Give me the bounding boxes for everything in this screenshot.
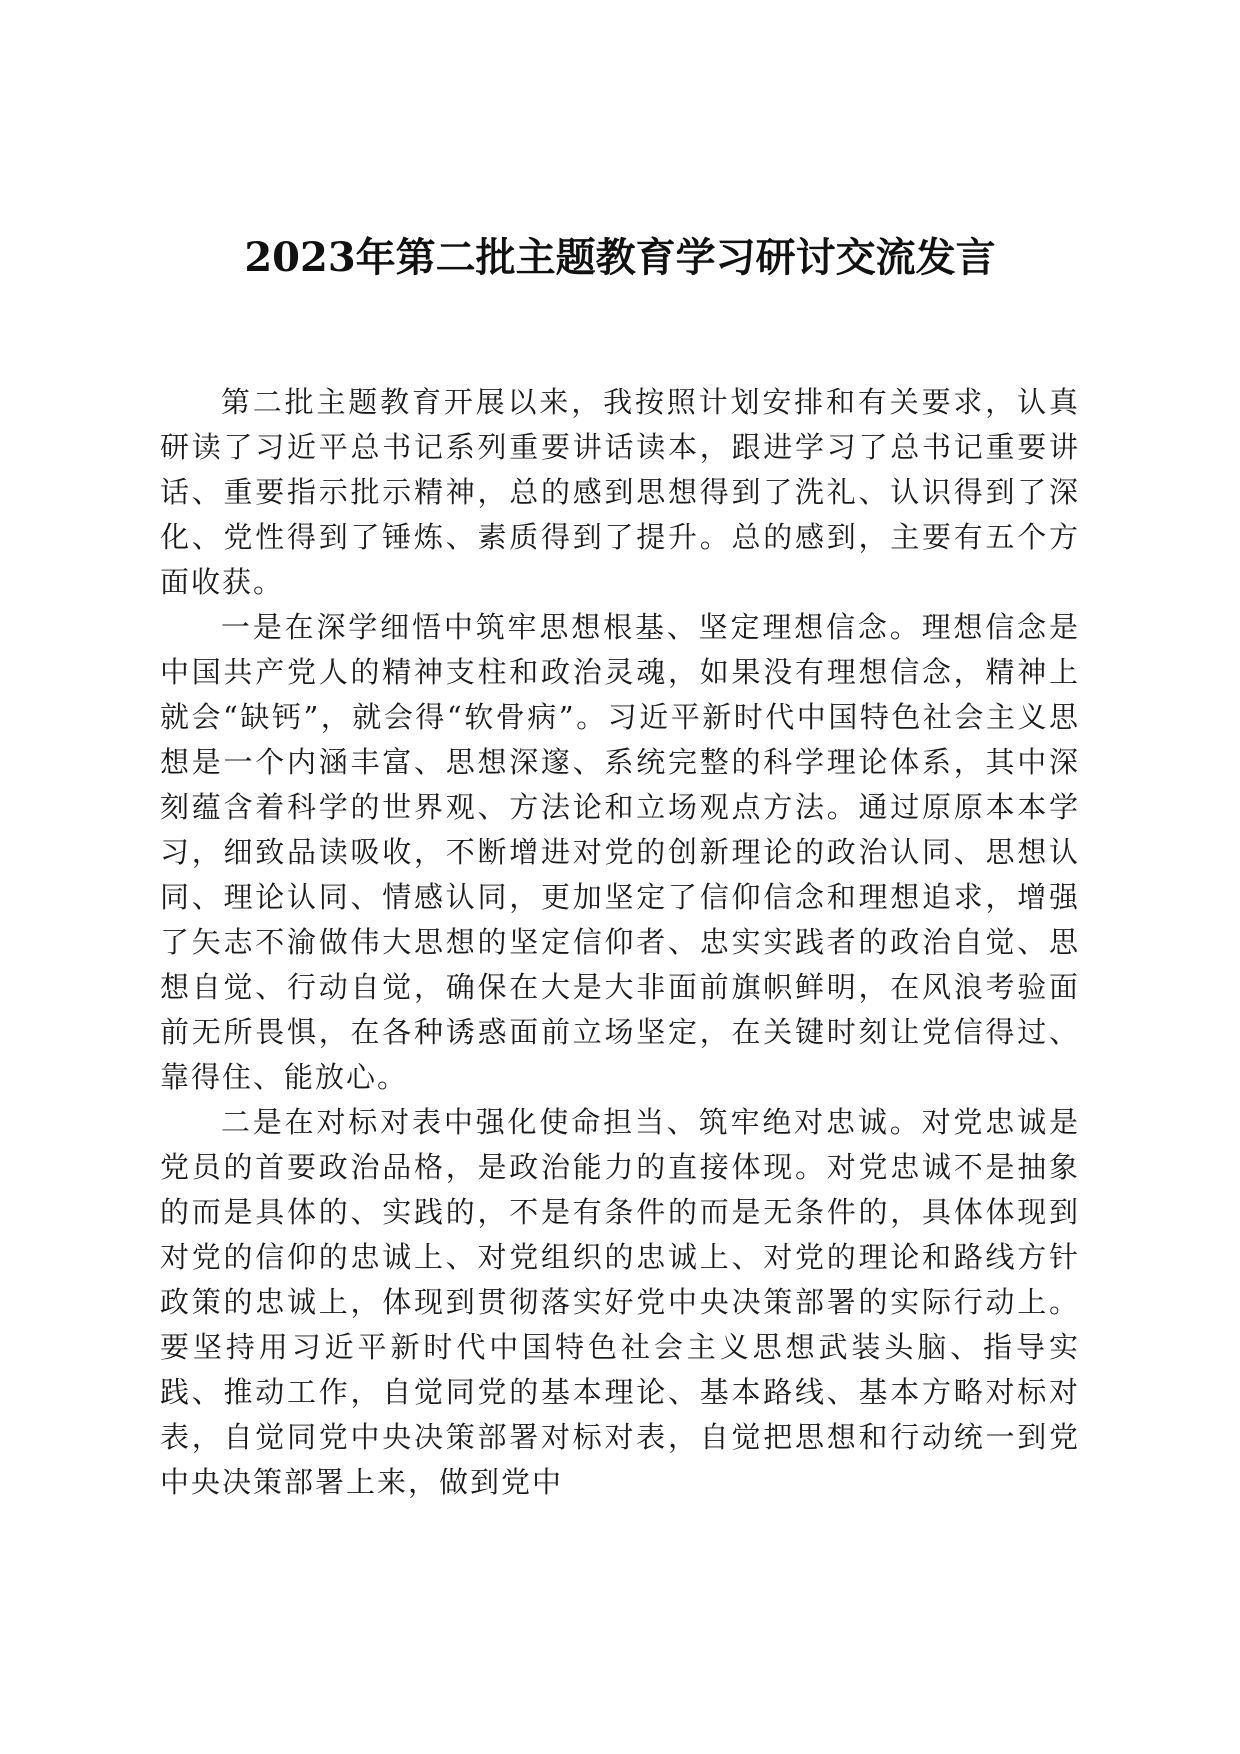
document-body <box>160 380 1080 1505</box>
paragraph-second-gain: 二是在对标对表中强化使命担当、筑牢绝对忠诚。对党忠诚是党员的首要政治品格，是政治能力的直接体现。对党忠诚不是抽象的而是具体的、实践的，不是有条件的而是无条件的，具体体现到对党的信仰的忠诚上、对党组织的忠诚上、对党的理论和路线方针政策的忠诚上，体现到贯彻落实好党中央决策部署的实际行动上。要坚持用习近平新时代中国特色社会主义思想武装头脑、指导实践、推动工作，自觉同党的基本理论、基本路线、基本方略对标对表，自觉同党中央决策部署对标对表，自觉把思想和行动统一到党中央决策部署上来，做到党中 <box>160 1105 1080 1499</box>
paragraph-intro: 第二批主题教育开展以来，我按照计划安排和有关要求，认真研读了习近平总书记系列重要讲话读本，跟进学习了总书记重要讲话、重要指示批示精神，总的感到思想得到了洗礼、认识得到了深化、党性得到了锤炼、素质得到了提升。总的感到，主要有五个方面收获。 <box>160 385 1080 599</box>
paragraph-first-gain: 一是在深学细悟中筑牢思想根基、坚定理想信念。理想信念是中国共产党人的精神支柱和政治灵魂，如果没有理想信念，精神上就会“缺钙”，就会得“软骨病”。习近平新时代中国特色社会主义思想是一个内涵丰富、思想深邃、系统完整的科学理论体系，其中深刻蕴含着科学的世界观、方法论和立场观点方法。通过原原本本学习，细致品读吸收，不断增进对党的创新理论的政治认同、思想认同、理论认同、情感认同，更加坚定了信仰信念和理想追求，增强了矢志不渝做伟大思想的坚定信仰者、忠实实践者的政治自觉、思想自觉、行动自觉，确保在大是大非面前旗帜鲜明，在风浪考验面前无所畏惧，在各种诱惑面前立场坚定，在关键时刻让党信得过、靠得住、能放心。 <box>160 610 1080 1094</box>
document-title: 2023年第二批主题教育学习研讨交流发言 <box>244 234 996 281</box>
